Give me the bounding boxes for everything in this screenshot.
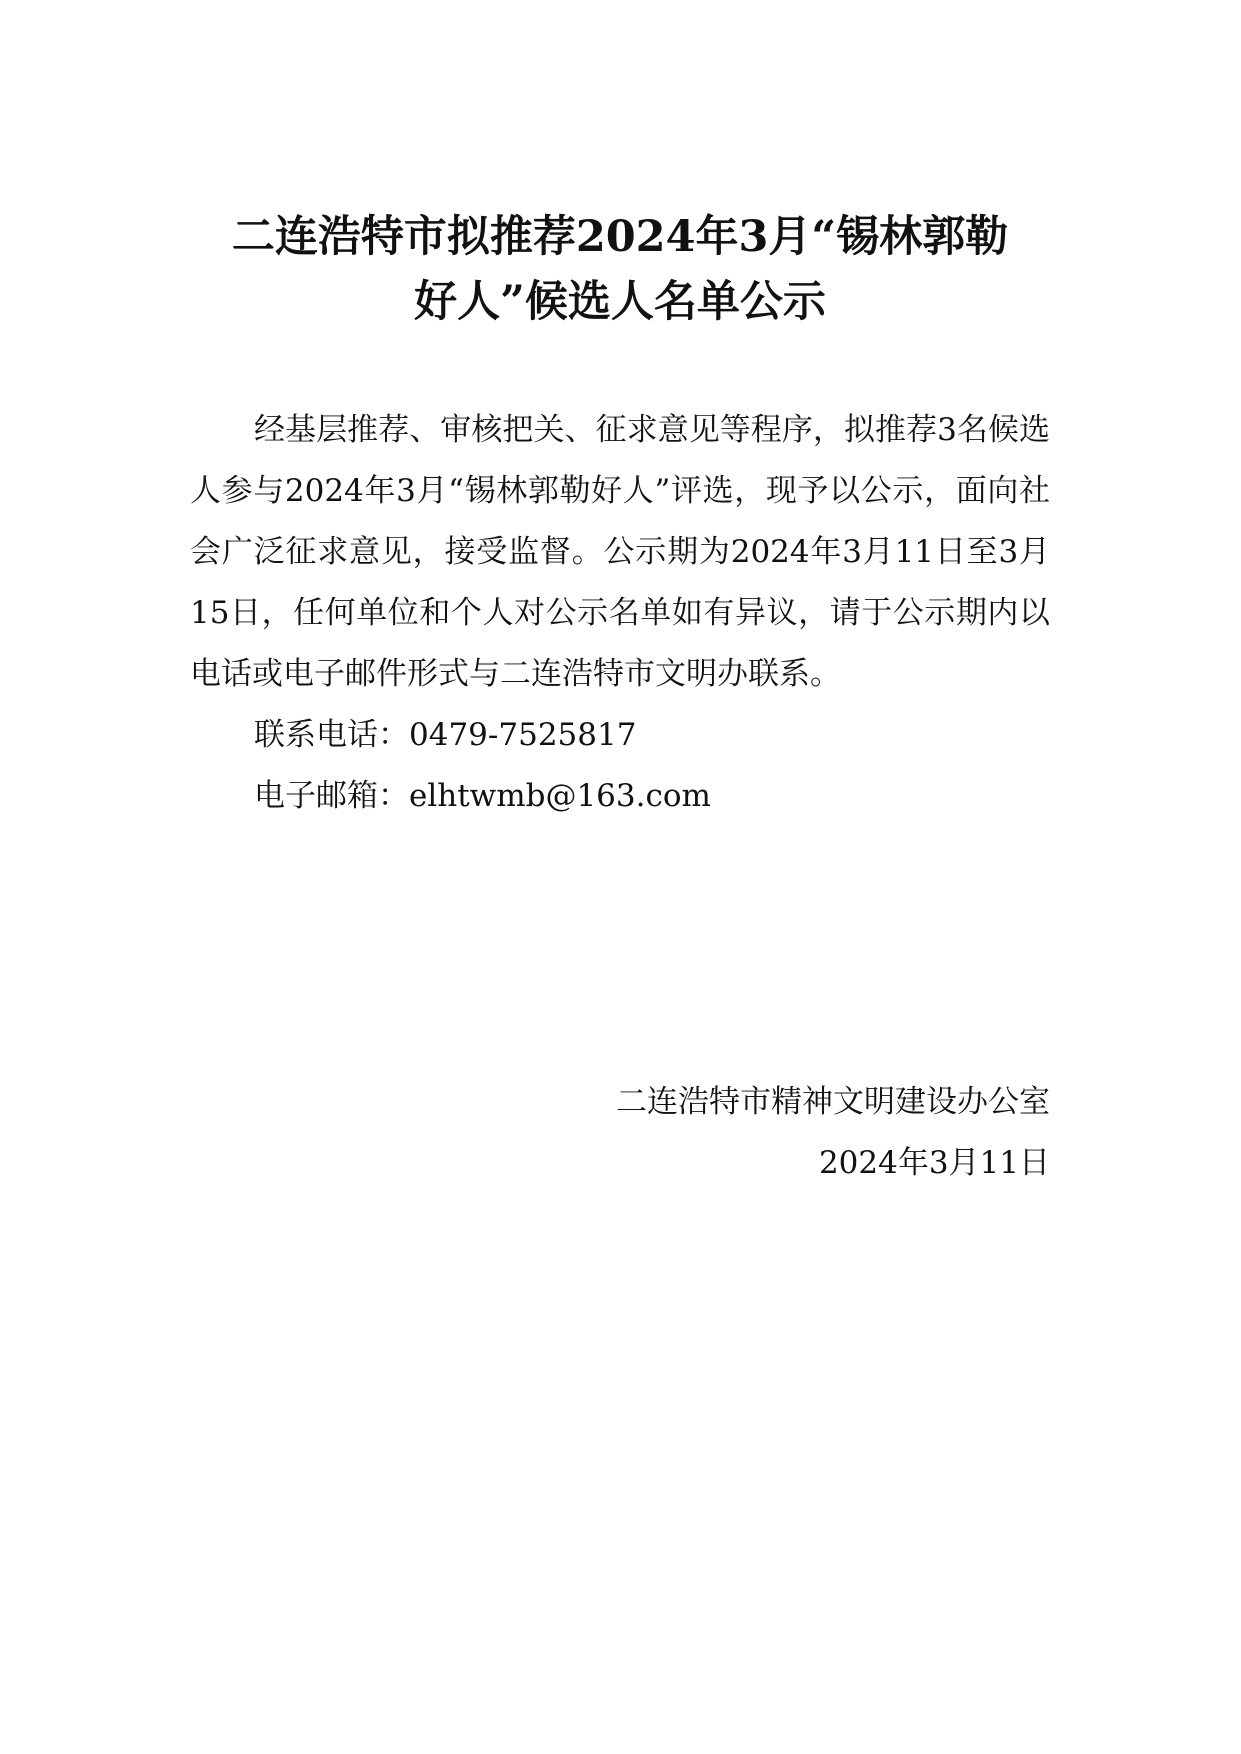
announcement-paragraph: 经基层推荐、审核把关、征求意见等程序，拟推荐3名候选人参与2024年3月“锡林郭勒好人”评选，现予以公示，面向社会广泛征求意见，接受监督。公示期为2024年3月11日至3月15日，任何单位和个人对公示名单如有异议，请于公示期内以电话或电子邮件形式与二连浩特市文明办联系。 [190,412,1050,692]
title-line-1: 二连浩特市拟推荐2024年3月“锡林郭勒 [231,212,1009,262]
document-body [190,400,1050,827]
signature-block [616,1072,1050,1194]
document-title [190,205,1050,335]
contact-email: 电子邮箱：elhtwmb@163.com [254,778,711,814]
signature-organization: 二连浩特市精神文明建设办公室 [616,1084,1050,1120]
signature-date: 2024年3月11日 [818,1145,1050,1181]
contact-phone: 联系电话：0479-7525817 [254,717,637,753]
title-line-2: 好人”候选人名单公示 [414,277,826,327]
